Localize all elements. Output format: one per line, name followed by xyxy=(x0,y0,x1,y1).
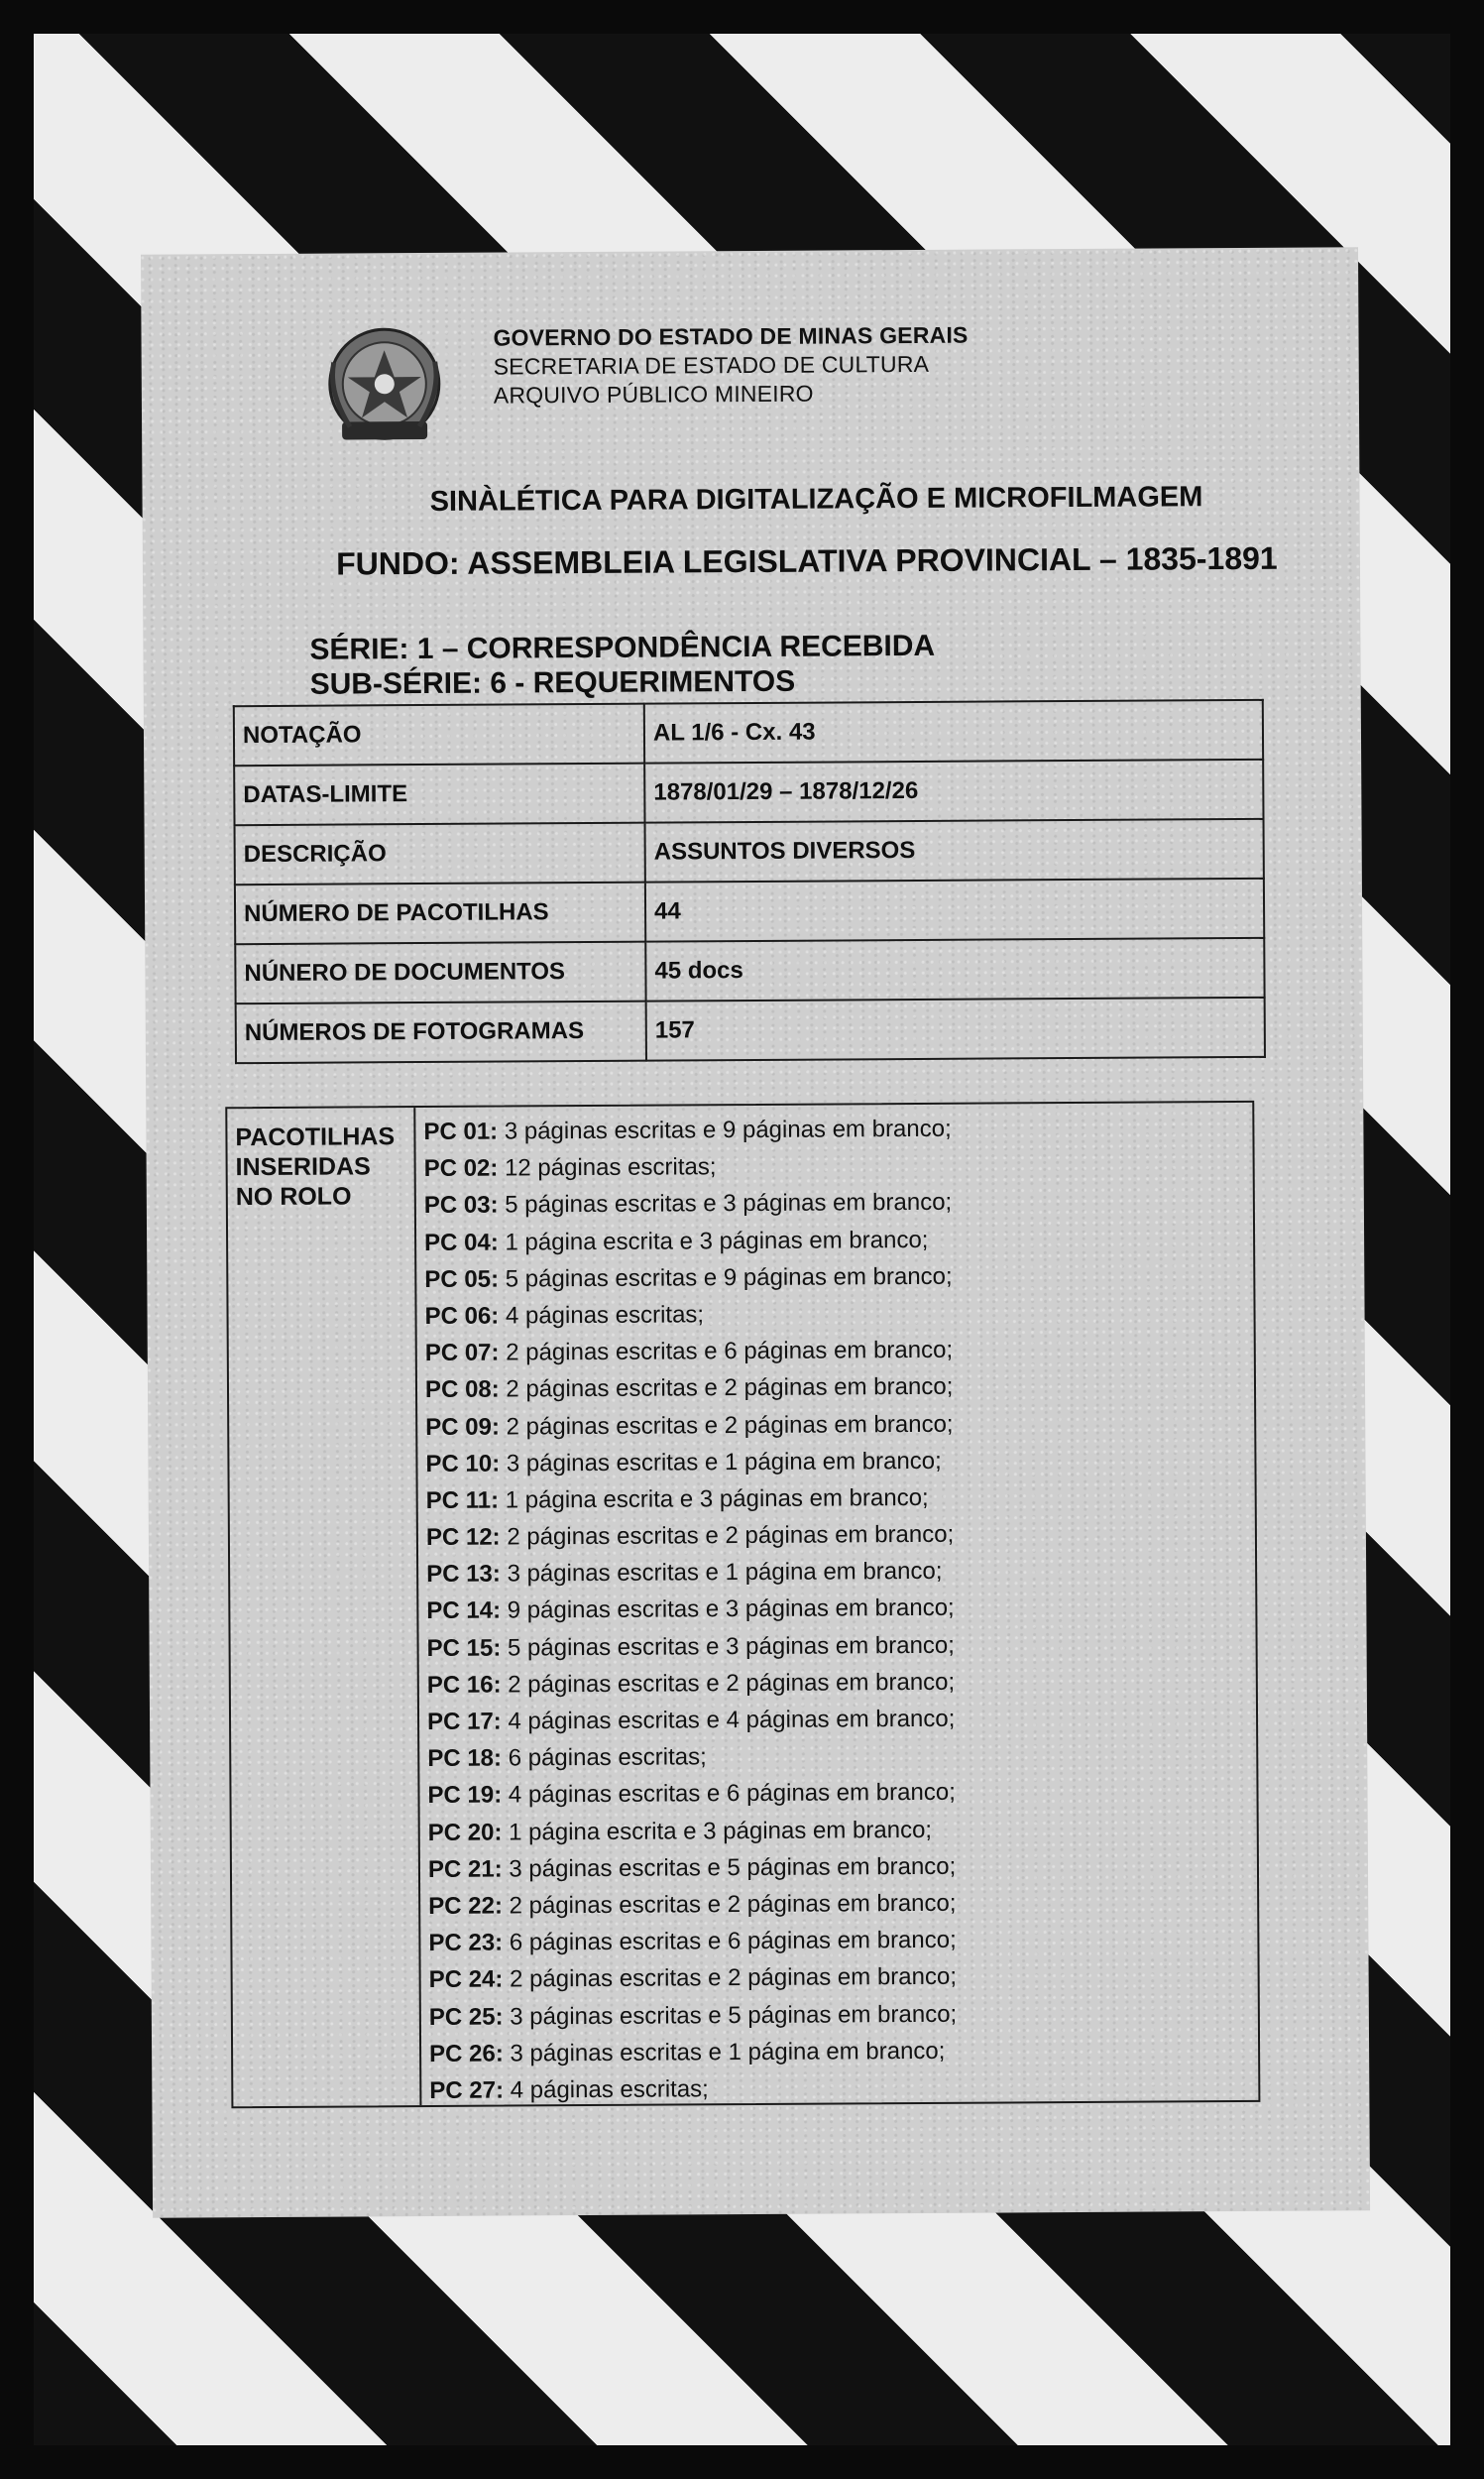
packet-item xyxy=(425,1330,1248,1371)
packet-description: 4 páginas escritas e 4 páginas em branco; xyxy=(508,1705,956,1735)
packet-code: PC 07: xyxy=(424,1339,500,1367)
packet-description: 2 páginas escritas e 2 páginas em branco; xyxy=(508,1668,956,1699)
metadata-table xyxy=(233,699,1266,1064)
institution-header xyxy=(493,321,969,411)
packet-item xyxy=(424,1220,1247,1261)
packet-code: PC 20: xyxy=(427,1819,503,1846)
packet-item xyxy=(429,2067,1252,2109)
packet-code: PC 18: xyxy=(427,1744,503,1773)
packet-item xyxy=(426,1588,1249,1629)
packet-code: PC 25: xyxy=(428,2003,504,2031)
metadata-label: NÚNERO DE DOCUMENTOS xyxy=(235,942,645,1004)
packet-description: 4 páginas escritas; xyxy=(505,1301,705,1330)
metadata-value: 45 docs xyxy=(645,938,1264,1002)
packet-code: PC 22: xyxy=(428,1892,503,1920)
packet-code: PC 03: xyxy=(423,1191,499,1220)
packet-description: 2 páginas escritas e 2 páginas em branco; xyxy=(509,1963,958,1993)
packet-item xyxy=(429,1956,1252,1998)
packet-code: PC 13: xyxy=(426,1560,501,1589)
packet-item xyxy=(426,1514,1249,1556)
packet-description: 12 páginas escritas; xyxy=(504,1153,717,1182)
packet-code: PC 08: xyxy=(424,1375,500,1404)
packet-code: PC 02: xyxy=(423,1154,499,1183)
metadata-row xyxy=(235,879,1264,944)
packet-description: 5 páginas escritas e 3 páginas em branco; xyxy=(507,1631,955,1662)
packet-description: 1 página escrita e 3 páginas em branco; xyxy=(505,1226,929,1256)
packet-description: 1 página escrita e 3 páginas em branco; xyxy=(505,1483,929,1514)
metadata-value: AL 1/6 - Cx. 43 xyxy=(644,700,1263,764)
state-seal-icon xyxy=(319,322,449,452)
metadata-value: 1878/01/29 – 1878/12/26 xyxy=(644,760,1263,823)
packet-item xyxy=(428,1883,1251,1925)
packet-item xyxy=(428,1920,1251,1961)
packet-description: 2 páginas escritas e 6 páginas em branco; xyxy=(506,1336,954,1366)
metadata-label: NOTAÇÃO xyxy=(234,704,644,767)
packet-code: PC 01: xyxy=(423,1118,499,1146)
packet-code: PC 24: xyxy=(428,1965,504,1994)
packet-item xyxy=(425,1441,1248,1482)
packet-description: 2 páginas escritas e 2 páginas em branco; xyxy=(506,1410,954,1441)
packet-item xyxy=(428,1846,1251,1888)
packet-description: 3 páginas escritas e 5 páginas em branco; xyxy=(509,1852,957,1883)
metadata-value: ASSUNTOS DIVERSOS xyxy=(645,819,1264,883)
packet-code: PC 21: xyxy=(427,1855,503,1883)
metadata-label: DESCRIÇÃO xyxy=(235,823,645,885)
packet-code: PC 10: xyxy=(425,1450,501,1477)
metadata-row xyxy=(235,819,1264,885)
metadata-row xyxy=(236,998,1265,1063)
packet-code: PC 15: xyxy=(426,1634,502,1662)
header-line-archive: ARQUIVO PÚBLICO MINEIRO xyxy=(493,380,814,409)
packet-code: PC 27: xyxy=(429,2076,505,2104)
packet-description: 3 páginas escritas e 1 página em branco; xyxy=(506,1447,942,1477)
metadata-row xyxy=(235,938,1264,1003)
packet-code: PC 06: xyxy=(424,1302,500,1330)
packet-item xyxy=(427,1772,1250,1814)
packet-description: 2 páginas escritas e 2 páginas em branco; xyxy=(507,1520,955,1551)
packet-code: PC 05: xyxy=(424,1265,500,1293)
packet-list xyxy=(423,1109,1252,2109)
packet-description: 3 páginas escritas e 1 página em branco; xyxy=(510,2037,946,2067)
packet-description: 3 páginas escritas e 5 páginas em branco; xyxy=(510,2000,958,2031)
packet-item xyxy=(427,1735,1250,1777)
packet-item xyxy=(427,1662,1250,1704)
metadata-row xyxy=(234,760,1263,825)
document-title: SINÀLÉTICA PARA DIGITALIZAÇÃO E MICROFILMAGEM xyxy=(429,481,1203,518)
packet-code: PC 23: xyxy=(428,1929,504,1957)
packet-code: PC 17: xyxy=(426,1708,502,1736)
metadata-label: DATAS-LIMITE xyxy=(234,764,644,826)
document-card xyxy=(141,247,1370,2217)
inserted-packets-label: PACOTILHAS INSERIDAS NO ROLO xyxy=(227,1108,421,2106)
packet-description: 6 páginas escritas; xyxy=(508,1743,707,1772)
fundo-heading: FUNDO: ASSEMBLEIA LEGISLATIVA PROVINCIAL – 1835-1891 xyxy=(336,539,1278,582)
packet-code: PC 11: xyxy=(425,1486,500,1514)
packet-description: 2 páginas escritas e 2 páginas em branco; xyxy=(506,1373,954,1403)
packet-item xyxy=(428,1810,1251,1851)
inserted-packets-box xyxy=(225,1101,1260,2108)
packet-description: 4 páginas escritas e 6 páginas em branco; xyxy=(508,1779,956,1809)
metadata-row xyxy=(234,700,1263,766)
packet-item xyxy=(426,1625,1249,1667)
packet-code: PC 19: xyxy=(427,1781,503,1810)
packet-item xyxy=(423,1109,1246,1150)
packet-item xyxy=(425,1366,1248,1408)
header-line-government: GOVERNO DO ESTADO DE MINAS GERAIS xyxy=(493,321,969,351)
metadata-value: 157 xyxy=(646,998,1265,1061)
packet-description: 6 páginas escritas e 6 páginas em branco; xyxy=(509,1926,957,1956)
packet-description: 3 páginas escritas e 1 página em branco; xyxy=(507,1558,943,1588)
packet-description: 5 páginas escritas e 9 páginas em branco; xyxy=(505,1262,953,1293)
packet-code: PC 12: xyxy=(425,1523,501,1552)
packet-code: PC 04: xyxy=(424,1229,499,1256)
packet-description: 5 páginas escritas e 3 páginas em branco; xyxy=(505,1189,953,1219)
metadata-label: NÚMERO DE PACOTILHAS xyxy=(235,883,645,945)
packet-item xyxy=(424,1256,1247,1298)
packet-code: PC 16: xyxy=(426,1671,502,1699)
subserie-heading: SUB-SÉRIE: 6 - REQUERIMENTOS xyxy=(309,664,796,701)
packet-code: PC 14: xyxy=(426,1596,502,1625)
packet-code: PC 09: xyxy=(425,1413,501,1441)
packet-description: 2 páginas escritas e 2 páginas em branco; xyxy=(509,1889,957,1920)
packet-item xyxy=(424,1293,1247,1335)
packet-description: 4 páginas escritas; xyxy=(510,2075,709,2104)
metadata-label: NÚMEROS DE FOTOGRAMAS xyxy=(236,1002,646,1064)
metadata-value: 44 xyxy=(645,879,1264,942)
packet-code: PC 26: xyxy=(429,2040,504,2067)
packet-item xyxy=(426,1551,1249,1593)
packet-description: 9 páginas escritas e 3 páginas em branco; xyxy=(507,1594,955,1624)
packet-item xyxy=(429,1993,1252,2035)
serie-heading: SÉRIE: 1 – CORRESPONDÊNCIA RECEBIDA xyxy=(309,629,936,666)
packet-item xyxy=(425,1403,1248,1445)
packet-description: 3 páginas escritas e 9 páginas em branco; xyxy=(504,1115,952,1145)
packet-item xyxy=(427,1699,1250,1740)
packet-item xyxy=(424,1145,1247,1187)
packet-item xyxy=(429,2031,1252,2072)
header-line-secretariat: SECRETARIA DE ESTADO DE CULTURA xyxy=(493,350,930,380)
packet-item xyxy=(424,1182,1247,1224)
packet-description: 1 página escrita e 3 páginas em branco; xyxy=(509,1816,933,1846)
packet-item xyxy=(426,1477,1249,1519)
